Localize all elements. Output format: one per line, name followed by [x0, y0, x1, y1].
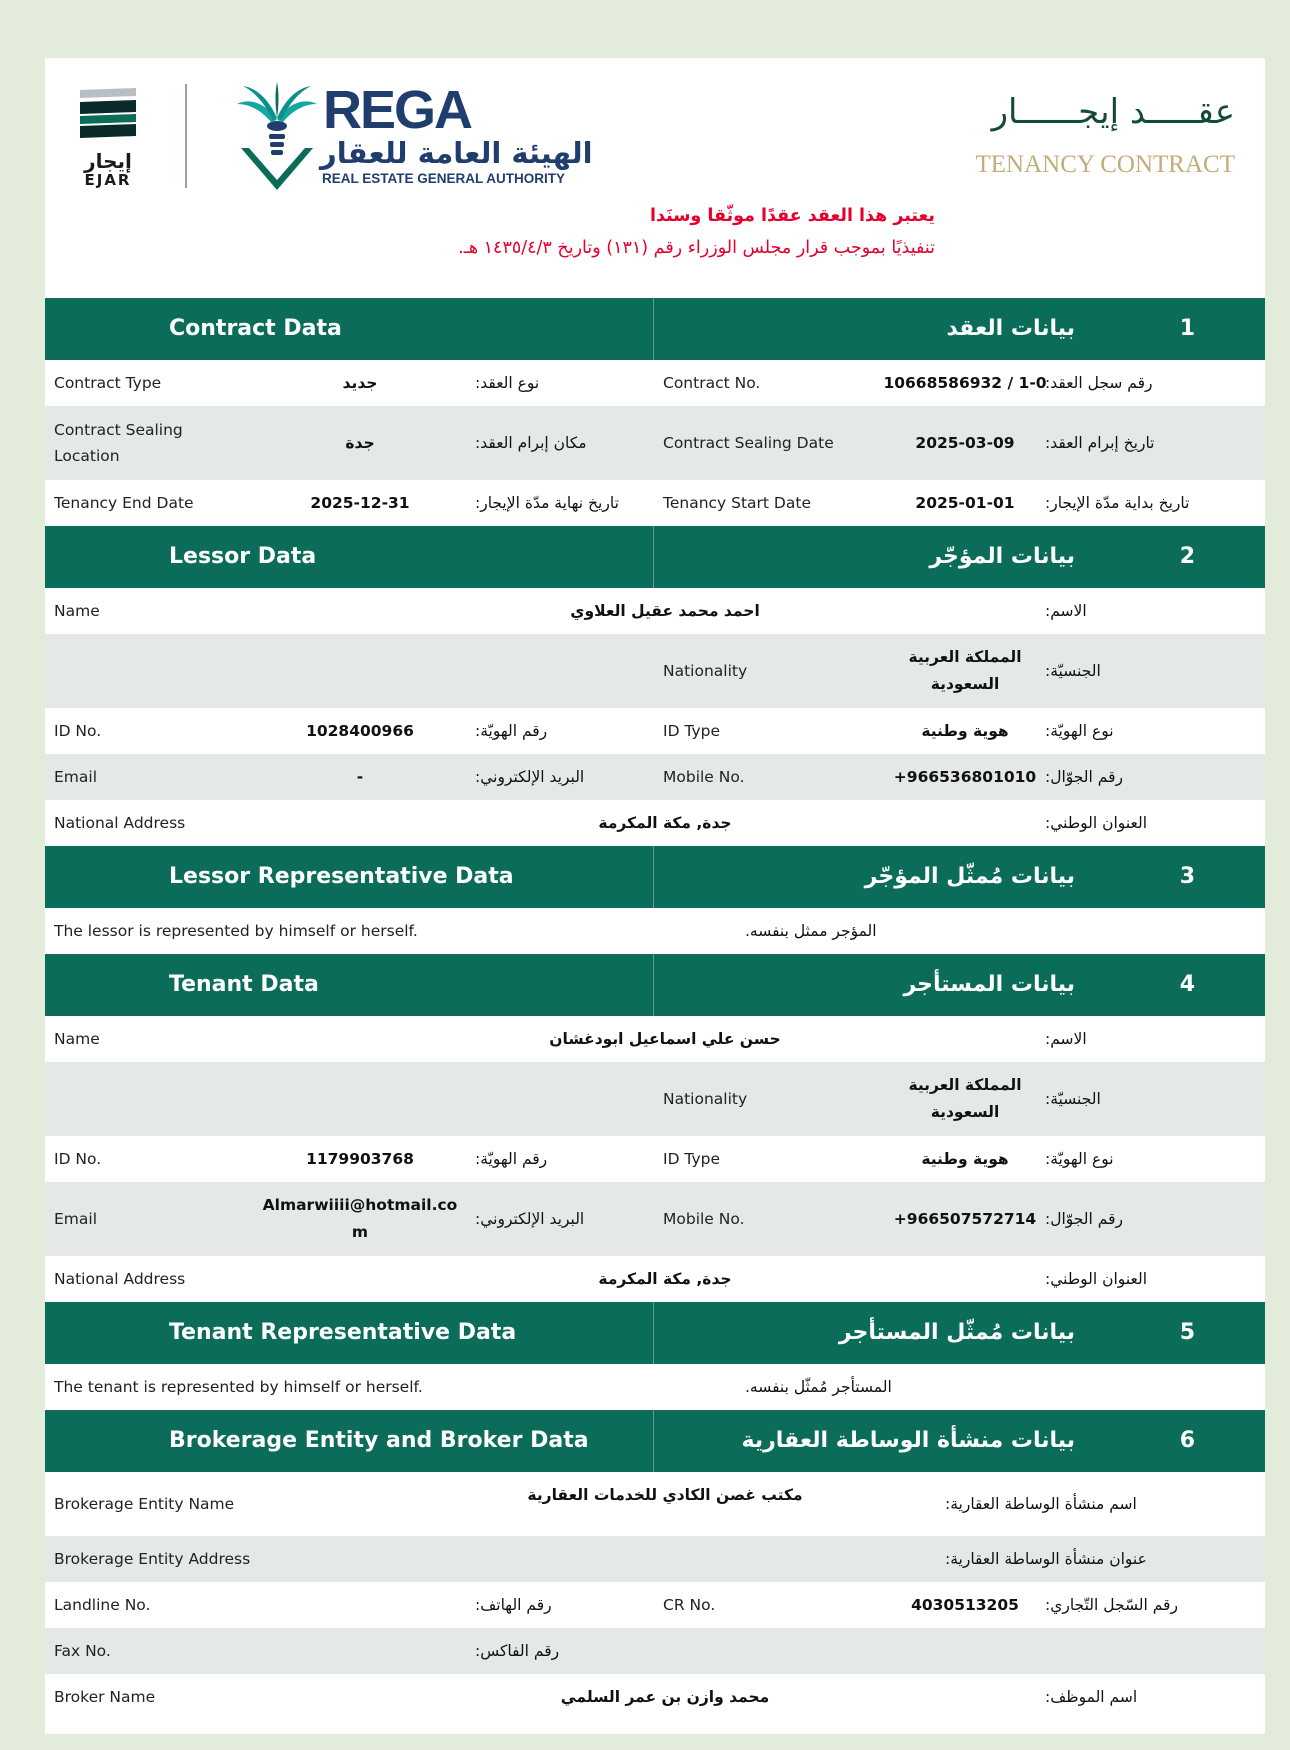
section-title-en: Lessor Data: [169, 544, 317, 569]
section-title-ar: بيانات العقد: [946, 316, 1075, 341]
field-label-ar: نوع الهويّة:: [1045, 722, 1114, 740]
field-label-en: Nationality: [663, 662, 748, 680]
document-header: [45, 58, 1265, 298]
field-label-en: Landline No.: [54, 1596, 151, 1614]
field-label-ar: الجنسيّة:: [1045, 1090, 1101, 1108]
contract-page: [45, 58, 1265, 1734]
field-label-en: Broker Name: [54, 1688, 156, 1706]
broker-name-value: محمد وازن بن عمر السلمي: [560, 1688, 770, 1706]
field-label-en: Contract No.: [663, 374, 761, 392]
rega-wordmark: REGA: [323, 80, 472, 140]
section-number: 3: [1179, 864, 1195, 889]
section-header-brokerage: [45, 1410, 1265, 1472]
field-label-ar: تاريخ إبرام العقد:: [1045, 434, 1155, 452]
sealing-date-value: 2025-03-09: [915, 434, 1015, 452]
table-row: [45, 480, 1265, 526]
table-row: [45, 1628, 1265, 1674]
section-number: 4: [1179, 972, 1195, 997]
field-label-en: Name: [54, 1030, 100, 1048]
section-number: 2: [1179, 544, 1195, 569]
field-label-ar: عنوان منشأة الوساطة العقارية:: [945, 1550, 1147, 1568]
field-label-ar: رقم الجوّال:: [1045, 768, 1123, 786]
tenant-representative-note-en: The tenant is represented by himself or herself.: [54, 1378, 423, 1396]
field-label-ar: البريد الإلكتروني:: [475, 768, 585, 786]
field-label-ar: مكان إبرام العقد:: [475, 434, 587, 452]
lessor-id-type-value: هوية وطنية: [921, 722, 1009, 740]
field-label-en: Nationality: [663, 1090, 748, 1108]
tenant-mobile-value: +966507572714: [893, 1210, 1037, 1228]
table-row: [45, 1136, 1265, 1182]
lessor-id-value: 1028400966: [306, 722, 414, 740]
section-number: 6: [1179, 1428, 1195, 1453]
table-row: [45, 754, 1265, 800]
tenancy-start-value: 2025-01-01: [915, 494, 1015, 512]
table-row: [45, 1256, 1265, 1302]
field-label-ar: البريد الإلكتروني:: [475, 1210, 585, 1228]
field-label-en: Email: [54, 1210, 98, 1228]
field-label-ar: رقم الفاكس:: [475, 1642, 560, 1660]
tenant-representative-note-ar: المستأجر مُمثّل بنفسه.: [745, 1378, 892, 1396]
ejar-logo: [73, 84, 143, 188]
legal-notice-line-2: تنفيذيًا بموجب قرار مجلس الوزراء رقم (١٣١) وتاريخ ١٤٣٥/٤/٣ هـ.: [458, 238, 935, 258]
table-row: [45, 908, 1265, 954]
field-label-en: Brokerage Entity Address: [54, 1550, 251, 1568]
table-row: [45, 1364, 1265, 1410]
brokerage-name-value: مكتب غصن الكادي للخدمات العقارية: [527, 1486, 803, 1504]
document-title-english: TENANCY CONTRACT: [975, 151, 1235, 178]
table-row: [45, 1536, 1265, 1582]
contract-number-value: 10668586932 / 1-0: [883, 374, 1047, 392]
field-label-ar: العنوان الوطني:: [1045, 814, 1147, 832]
section-divider: [653, 954, 654, 1016]
section-header-lessor: [45, 526, 1265, 588]
field-label-en: Mobile No.: [663, 1210, 745, 1228]
section-divider: [653, 298, 654, 360]
section-title-en: Lessor Representative Data: [169, 864, 514, 889]
field-label-en: Contract Type: [54, 374, 162, 392]
table-row: [45, 800, 1265, 846]
section-title-ar: بيانات مُمثّل المؤجّر: [864, 864, 1075, 889]
field-label-ar: الجنسيّة:: [1045, 662, 1101, 680]
section-number: 5: [1179, 1320, 1195, 1345]
tenant-nationality-value: المملكة العربية السعودية: [908, 1076, 1022, 1121]
field-label-ar: اسم الموظف:: [1045, 1688, 1138, 1706]
field-label-en: Tenancy End Date: [54, 494, 194, 512]
section-title-en: Contract Data: [169, 316, 342, 341]
section-title-ar: بيانات مُمثّل المستأجر: [838, 1320, 1075, 1345]
section-header-contract: [45, 298, 1265, 360]
section-title-ar: بيانات منشأة الوساطة العقارية: [741, 1428, 1075, 1453]
rega-english-name: REAL ESTATE GENERAL AUTHORITY: [322, 171, 566, 186]
section-title-en: Brokerage Entity and Broker Data: [169, 1428, 589, 1453]
lessor-nationality-value: المملكة العربية السعودية: [908, 648, 1022, 693]
field-label-ar: الاسم:: [1045, 602, 1087, 620]
table-row: [45, 1182, 1265, 1256]
logo-divider: [185, 84, 187, 188]
rega-arabic-name: الهيئة العامة للعقار: [320, 136, 593, 170]
field-label-ar: رقم سجل العقد:: [1045, 374, 1153, 392]
table-row: [45, 406, 1265, 480]
sealing-location-value: جدة: [345, 434, 375, 452]
field-label-en: ID No.: [54, 1150, 102, 1168]
section-title-ar: بيانات المستأجر: [903, 972, 1075, 997]
tenant-id-type-value: هوية وطنية: [921, 1150, 1009, 1168]
field-label-en: Mobile No.: [663, 768, 745, 786]
field-label-ar: نوع العقد:: [475, 374, 540, 392]
lessor-representative-note-ar: المؤجر ممثل بنفسه.: [745, 922, 877, 940]
table-row: [45, 1062, 1265, 1136]
field-label-en: Email: [54, 768, 98, 786]
cr-number-value: 4030513205: [911, 1596, 1019, 1614]
table-row: [45, 1582, 1265, 1628]
field-label-en: Contract Sealing Location: [54, 421, 183, 465]
rega-palm-icon: [235, 82, 319, 192]
section-header-tenant: [45, 954, 1265, 1016]
table-row: [45, 1472, 1265, 1536]
lessor-representative-note-en: The lessor is represented by himself or herself.: [54, 922, 418, 940]
tenant-email-value: Almarwiiii@hotmail.com: [262, 1196, 458, 1241]
field-label-en: National Address: [54, 814, 186, 832]
field-label-en: Fax No.: [54, 1642, 111, 1660]
section-divider: [653, 1302, 654, 1364]
legal-notice-line-1: يعتبر هذا العقد عقدًا موثّقا وسنَدا: [649, 206, 935, 226]
field-label-ar: تاريخ نهاية مدّة الإيجار:: [475, 494, 619, 512]
section-title-en: Tenant Data: [169, 972, 319, 997]
table-row: [45, 360, 1265, 406]
legal-notice: [458, 200, 935, 264]
ejar-mark-icon: [76, 84, 140, 148]
section-number: 1: [1179, 316, 1195, 341]
field-label-en: Brokerage Entity Name: [54, 1495, 235, 1513]
ejar-english-text: EJAR: [84, 171, 132, 189]
field-label-en: ID No.: [54, 722, 102, 740]
table-row: [45, 1016, 1265, 1062]
section-title-ar: بيانات المؤجّر: [929, 544, 1075, 569]
field-label-en: CR No.: [663, 1596, 716, 1614]
field-label-ar: رقم الجوّال:: [1045, 1210, 1123, 1228]
section-divider: [653, 526, 654, 588]
field-label-ar: اسم منشأة الوساطة العقارية:: [945, 1495, 1137, 1513]
section-divider: [653, 1410, 654, 1472]
lessor-mobile-value: +966536801010: [893, 768, 1037, 786]
field-label-ar: تاريخ بداية مدّة الإيجار:: [1045, 494, 1190, 512]
contract-type-value: جديد: [342, 374, 378, 392]
section-divider: [653, 846, 654, 908]
tenant-address-value: جدة, مكة المكرمة: [598, 1270, 732, 1288]
lessor-email-value: -: [356, 768, 364, 786]
field-label-en: Tenancy Start Date: [663, 494, 811, 512]
section-title-en: Tenant Representative Data: [169, 1320, 517, 1345]
section-header-tenant-representative: [45, 1302, 1265, 1364]
tenant-name-value: حسن علي اسماعيل ابودغشان: [549, 1030, 781, 1048]
field-label-ar: العنوان الوطني:: [1045, 1270, 1147, 1288]
field-label-ar: رقم السّجل التّجاري:: [1045, 1596, 1178, 1614]
field-label-en: National Address: [54, 1270, 186, 1288]
table-row: [45, 708, 1265, 754]
field-label-en: ID Type: [663, 1150, 721, 1168]
tenancy-end-value: 2025-12-31: [310, 494, 410, 512]
field-label-ar: رقم الهويّة:: [475, 1150, 548, 1168]
table-row: [45, 588, 1265, 634]
field-label-en: ID Type: [663, 722, 721, 740]
field-label-ar: الاسم:: [1045, 1030, 1087, 1048]
document-title-arabic: عقـــــد إيجــــــار: [991, 92, 1235, 132]
field-label-ar: رقم الهويّة:: [475, 722, 548, 740]
table-row: [45, 634, 1265, 708]
lessor-address-value: جدة, مكة المكرمة: [598, 814, 732, 832]
field-label-en: Name: [54, 602, 100, 620]
lessor-name-value: احمد محمد عقيل العلاوي: [570, 602, 760, 620]
section-header-lessor-representative: [45, 846, 1265, 908]
field-label-ar: رقم الهاتف:: [475, 1596, 552, 1614]
field-label-ar: نوع الهويّة:: [1045, 1150, 1114, 1168]
table-row: [45, 1674, 1265, 1720]
field-label-en: Contract Sealing Date: [663, 434, 834, 452]
ejar-arabic-text: إيجار: [84, 149, 132, 173]
tenant-id-value: 1179903768: [306, 1150, 414, 1168]
